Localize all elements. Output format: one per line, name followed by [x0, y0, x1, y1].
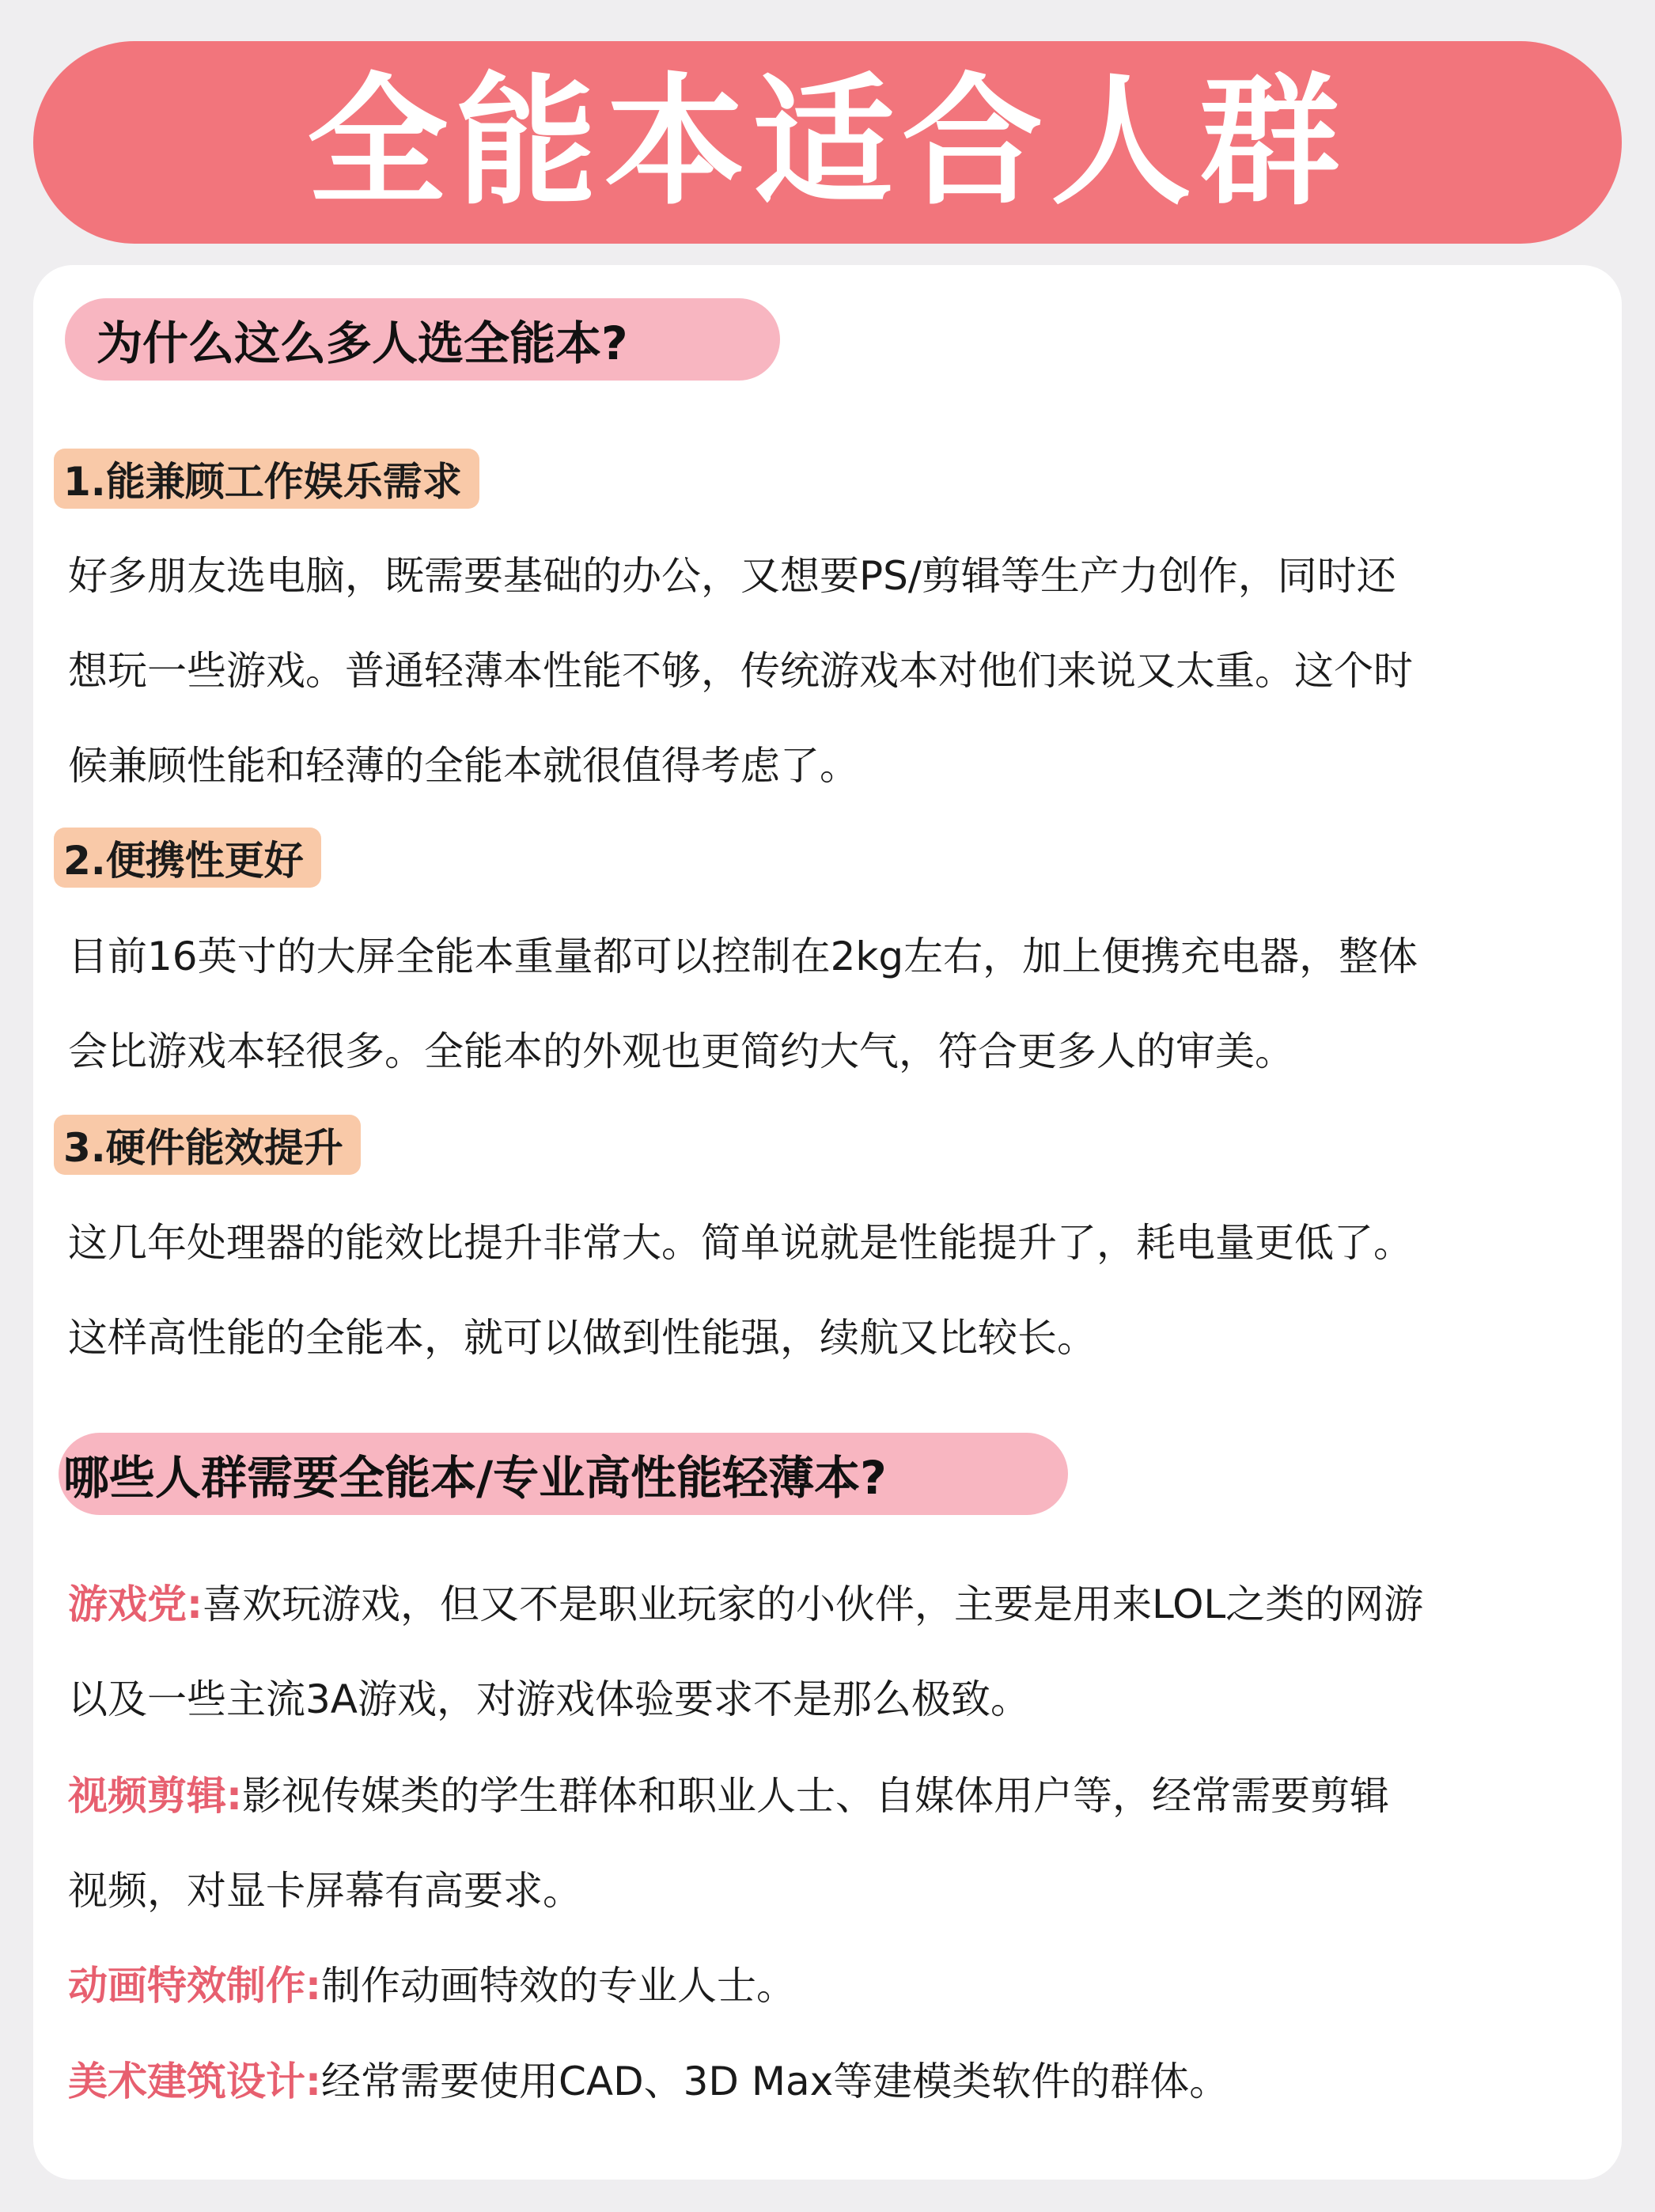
section-heading-who: 哪些人群需要全能本/专业高性能轻薄本? — [59, 1433, 1068, 1515]
text-line: 视频，对显卡屏幕有高要求。 — [68, 1868, 582, 1914]
text-line: 以及一些主流3A游戏，对游戏体验要求不是那么极致。 — [68, 1676, 1031, 1722]
group-label: 游戏党: — [68, 1581, 203, 1627]
reason-tag-3: 3.硬件能效提升 — [54, 1115, 361, 1175]
reason-text-3 — [68, 1195, 1603, 1385]
group-desc: 经常需要使用CAD、3D Max等建模类软件的群体。 — [321, 2059, 1229, 2104]
text-line: 会比游戏本轻很多。全能本的外观也更简约大气，符合更多人的审美。 — [68, 1028, 1294, 1074]
group-desc: 喜欢玩游戏，但又不是职业玩家的小伙伴，主要是用来LOL之类的网游 — [203, 1581, 1424, 1627]
reason-text-2 — [68, 909, 1603, 1099]
reason-tag-2: 2.便携性更好 — [54, 828, 321, 888]
group-label: 美术建筑设计: — [68, 2059, 321, 2104]
group-desc: 影视传媒类的学生群体和职业人士、自媒体用户等，经常需要剪辑 — [242, 1773, 1389, 1819]
section-heading-why: 为什么这么多人选全能本? — [65, 298, 780, 381]
text-line: 目前16英寸的大屏全能本重量都可以控制在2kg左右，加上便携充电器，整体 — [68, 934, 1418, 979]
text-line — [68, 1938, 1603, 2033]
reason-tag-1: 1.能兼顾工作娱乐需求 — [54, 449, 479, 509]
text-line: 这样高性能的全能本，就可以做到性能强，续航又比较长。 — [68, 1315, 1096, 1361]
group-animation — [68, 1938, 1603, 2033]
group-desc: 制作动画特效的专业人士。 — [321, 1963, 796, 2009]
title-banner — [33, 41, 1622, 244]
text-line: 候兼顾性能和轻薄的全能本就很值得考虑了。 — [68, 743, 859, 789]
text-line: 这几年处理器的能效比提升非常大。简单说就是性能提升了，耗电量更低了。 — [68, 1220, 1413, 1266]
group-video-editing — [68, 1748, 1603, 1938]
group-label: 动画特效制作: — [68, 1963, 321, 2009]
text-line: 好多朋友选电脑，既需要基础的办公，又想要PS/剪辑等生产力创作，同时还 — [68, 553, 1396, 599]
group-gamers — [68, 1557, 1603, 1747]
group-label: 视频剪辑: — [68, 1773, 242, 1819]
text-line: 想玩一些游戏。普通轻薄本性能不够，传统游戏本对他们来说又太重。这个时 — [68, 648, 1413, 694]
text-line — [68, 2034, 1603, 2129]
page-title: 全能本适合人群 — [307, 60, 1348, 224]
reason-text-1 — [68, 528, 1603, 813]
group-design — [68, 2034, 1603, 2129]
text-line — [68, 1557, 1603, 1652]
text-line — [68, 1748, 1603, 1843]
